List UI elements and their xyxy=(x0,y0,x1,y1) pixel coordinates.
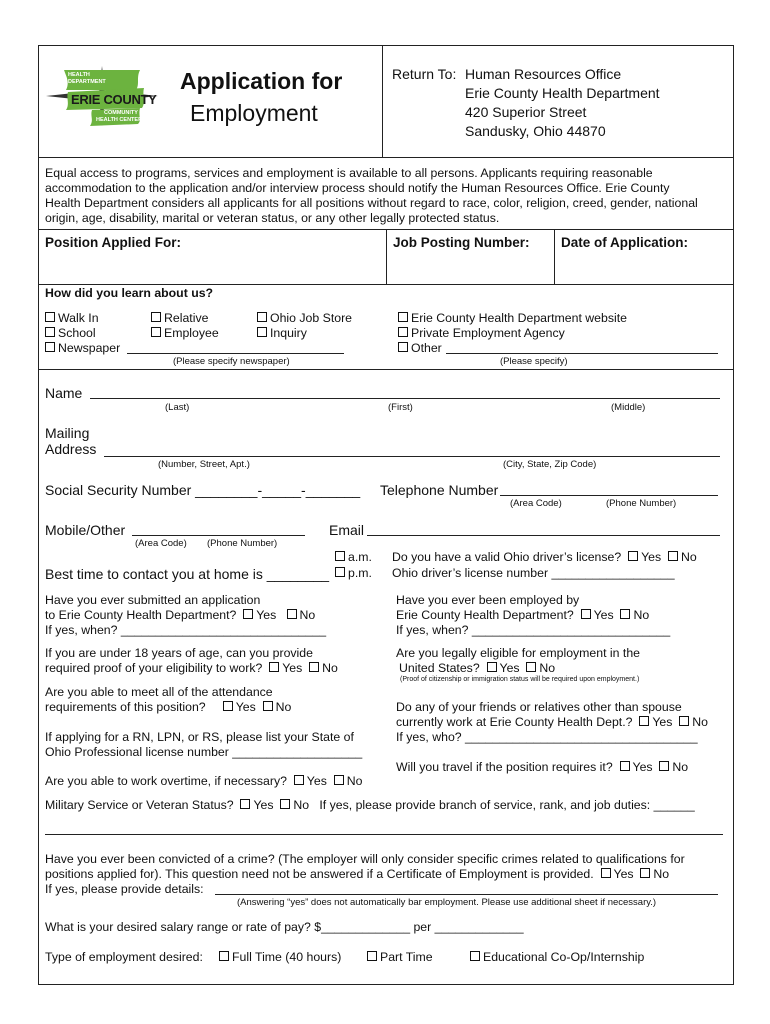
divider xyxy=(38,369,733,370)
intro-line-4: origin, age, disability, marital or veteran status, or any other legally protected status. xyxy=(45,211,500,225)
other-field[interactable] xyxy=(446,353,718,354)
attendance-no-checkbox[interactable] xyxy=(263,701,273,711)
overtime-yes-checkbox[interactable] xyxy=(294,775,304,785)
attendance-line-2: requirements of this position? Yes No xyxy=(45,700,292,714)
crime-yes-checkbox[interactable] xyxy=(601,868,611,878)
return-line-4: Sandusky, Ohio 44870 xyxy=(465,123,606,139)
friends-yes-checkbox[interactable] xyxy=(639,716,649,726)
military-no-checkbox[interactable] xyxy=(280,799,290,809)
crime-no-checkbox[interactable] xyxy=(640,868,650,878)
telephone-field[interactable] xyxy=(500,495,718,496)
inquiry-checkbox[interactable] xyxy=(257,327,267,337)
other-checkbox[interactable] xyxy=(398,342,408,352)
header-divider xyxy=(382,45,383,157)
intro-line-3: Health Department considers all applicants for all positions without regard to race, color, religion, creed, gender, national xyxy=(45,196,698,210)
attendance-yes-checkbox[interactable] xyxy=(223,701,233,711)
name-first-hint: (First) xyxy=(388,402,413,413)
divider xyxy=(38,157,733,158)
coop-checkbox[interactable] xyxy=(470,951,480,961)
job-posting-label[interactable]: Job Posting Number: xyxy=(393,235,530,250)
employed-when-field[interactable]: If yes, when? _____________________________ xyxy=(396,623,671,637)
address-city-hint: (City, State, Zip Code) xyxy=(503,459,597,470)
divider xyxy=(386,229,387,284)
submitted-line-1: Have you ever submitted an application xyxy=(45,593,261,607)
drivers-yes-checkbox[interactable] xyxy=(628,551,638,561)
name-field[interactable] xyxy=(90,398,720,399)
eligible-yes-checkbox[interactable] xyxy=(487,662,497,672)
pm-option[interactable]: p.m. xyxy=(335,566,372,580)
crime-note: (Answering “yes” does not automatically bar employment. Please use additional sheet if necessary.) xyxy=(237,897,657,908)
employed-line-2: Erie County Health Department? Yes No xyxy=(396,608,650,622)
under18-no-checkbox[interactable] xyxy=(309,662,319,672)
inquiry-option[interactable]: Inquiry xyxy=(257,326,307,340)
ohio-job-store-option[interactable]: Ohio Job Store xyxy=(257,311,352,325)
walk-in-option[interactable]: Walk In xyxy=(45,311,99,325)
school-option[interactable]: School xyxy=(45,326,96,340)
intro-line-1: Equal access to programs, services and employment is available to all persons. Applicants requiring reasonable xyxy=(45,166,653,180)
employed-yes-checkbox[interactable] xyxy=(581,609,591,619)
other-option[interactable]: Other xyxy=(398,341,442,355)
email-field[interactable] xyxy=(367,535,720,536)
drivers-no-checkbox[interactable] xyxy=(668,551,678,561)
mobile-area-hint: (Area Code) xyxy=(135,538,187,549)
crime-line-2: positions applied for). This question need not be answered if a Certificate of Employment is provided. Yes No xyxy=(45,867,670,881)
title-line-1: Application for xyxy=(180,68,343,94)
newspaper-field[interactable] xyxy=(127,353,344,354)
submitted-no-checkbox[interactable] xyxy=(287,609,297,619)
friends-no-checkbox[interactable] xyxy=(679,716,689,726)
website-checkbox[interactable] xyxy=(398,312,408,322)
friends-line-2: currently work at Erie County Health Dept.? Yes No xyxy=(396,715,708,729)
name-middle-hint: (Middle) xyxy=(611,402,646,413)
nursing-line-1: If applying for a RN, LPN, or RS, please list your State of xyxy=(45,730,354,744)
employed-no-checkbox[interactable] xyxy=(620,609,630,619)
salary-field[interactable]: What is your desired salary range or rate of pay? $_____________ per _____________ xyxy=(45,920,524,934)
telephone-label: Telephone Number xyxy=(380,482,499,498)
mobile-phone-hint: (Phone Number) xyxy=(207,538,278,549)
best-time-field[interactable]: Best time to contact you at home is ________ xyxy=(45,566,330,582)
mobile-field[interactable] xyxy=(132,535,305,536)
military-details-field[interactable] xyxy=(45,834,723,835)
eligible-note: (Proof of citizenship or immigration status will be required upon employment.) xyxy=(400,676,640,683)
return-line-2: Erie County Health Department xyxy=(465,85,660,101)
employee-option[interactable]: Employee xyxy=(151,326,219,340)
eligible-line-2: United States? Yes No xyxy=(399,661,556,675)
logo-text-1: HEALTH xyxy=(68,72,90,78)
learn-question: How did you learn about us? xyxy=(45,286,214,300)
overtime-question: Are you able to work overtime, if necessary? Yes No xyxy=(45,774,363,788)
walk-in-checkbox[interactable] xyxy=(45,312,55,322)
drivers-license-number-field[interactable]: Ohio driver’s license number __________________ xyxy=(392,566,675,580)
eligible-line-1: Are you legally eligible for employment in the xyxy=(396,646,641,660)
mailing-label: Mailing xyxy=(45,425,90,441)
part-time-option[interactable]: Part Time xyxy=(367,950,433,964)
email-label: Email xyxy=(329,522,365,538)
pm-checkbox[interactable] xyxy=(335,567,345,577)
specify-hint: (Please specify) xyxy=(500,356,568,367)
logo xyxy=(44,64,160,128)
employed-line-1: Have you ever been employed by xyxy=(396,593,580,607)
address-street-hint: (Number, Street, Apt.) xyxy=(158,459,250,470)
friends-who-field[interactable]: If yes, who? __________________________________ xyxy=(396,730,698,744)
under18-yes-checkbox[interactable] xyxy=(269,662,279,672)
newspaper-checkbox[interactable] xyxy=(45,342,55,352)
logo-text-4: HEALTH CENTER xyxy=(96,117,143,123)
license-number-field[interactable]: Ohio Professional license number ___________________ xyxy=(45,745,363,759)
ohio-job-store-checkbox[interactable] xyxy=(257,312,267,322)
coop-option[interactable]: Educational Co-Op/Internship xyxy=(470,950,644,964)
name-label: Name xyxy=(45,385,83,401)
full-time-option[interactable]: Full Time (40 hours) xyxy=(219,950,341,964)
name-last-hint: (Last) xyxy=(165,402,190,413)
attendance-line-1: Are you able to meet all of the attendance xyxy=(45,685,273,699)
employee-checkbox[interactable] xyxy=(151,327,161,337)
friends-line-1: Do any of your friends or relatives other than spouse xyxy=(396,700,682,714)
under18-line-1: If you are under 18 years of age, can you provide xyxy=(45,646,313,660)
logo-text-3: COMMUNITY xyxy=(104,110,138,116)
drivers-license-question: Do you have a valid Ohio driver’s license? Yes No xyxy=(392,550,697,564)
divider xyxy=(554,229,555,284)
full-time-checkbox[interactable] xyxy=(219,951,229,961)
private-agency-option[interactable]: Private Employment Agency xyxy=(398,326,565,340)
am-checkbox[interactable] xyxy=(335,551,345,561)
travel-yes-checkbox[interactable] xyxy=(620,761,630,771)
travel-no-checkbox[interactable] xyxy=(659,761,669,771)
overtime-no-checkbox[interactable] xyxy=(334,775,344,785)
employment-type-label: Type of employment desired: xyxy=(45,950,203,964)
specify-newspaper-hint: (Please specify newspaper) xyxy=(173,356,290,367)
address-label: Address xyxy=(45,441,97,457)
ssn-field[interactable]: Social Security Number ________-_____-_______ xyxy=(45,482,361,498)
eligible-no-checkbox[interactable] xyxy=(526,662,536,672)
position-applied-label[interactable]: Position Applied For: xyxy=(45,235,181,250)
crime-details-label: If yes, please provide details: xyxy=(45,882,204,896)
crime-line-1: Have you ever been convicted of a crime? (The employer will only consider specific crimes related to qualifications for xyxy=(45,852,685,866)
return-line-3: 420 Superior Street xyxy=(465,104,587,120)
military-yes-checkbox[interactable] xyxy=(240,799,250,809)
return-label: Return To: xyxy=(392,66,457,82)
logo-main: ERIE COUNTY xyxy=(71,92,157,107)
mobile-label: Mobile/Other xyxy=(45,522,126,538)
return-line-1: Human Resources Office xyxy=(465,66,622,82)
date-of-application-label[interactable]: Date of Application: xyxy=(561,235,688,250)
logo-text-2: DEPARTMENT xyxy=(68,79,106,85)
under18-line-2: required proof of your eligibility to work? Yes No xyxy=(45,661,338,675)
travel-question: Will you travel if the position requires it? Yes No xyxy=(396,760,689,774)
website-option[interactable]: Erie County Health Department website xyxy=(398,311,627,325)
crime-details-field[interactable] xyxy=(215,894,718,895)
divider xyxy=(38,284,733,285)
relative-option[interactable]: Relative xyxy=(151,311,208,325)
address-field[interactable] xyxy=(104,456,720,457)
relative-checkbox[interactable] xyxy=(151,312,161,322)
am-option[interactable]: a.m. xyxy=(335,550,372,564)
intro-line-2: accommodation to the application and/or interview process should notify the Human Resources Office. Erie County xyxy=(45,181,670,195)
part-time-checkbox[interactable] xyxy=(367,951,377,961)
submitted-when-field[interactable]: If yes, when? ______________________________ xyxy=(45,623,327,637)
submitted-yes-checkbox[interactable] xyxy=(243,609,253,619)
school-checkbox[interactable] xyxy=(45,327,55,337)
telephone-phone-hint: (Phone Number) xyxy=(606,498,677,509)
telephone-area-hint: (Area Code) xyxy=(510,498,562,509)
title-line-2: Employment xyxy=(190,100,318,126)
private-agency-checkbox[interactable] xyxy=(398,327,408,337)
military-question: Military Service or Veteran Status? Yes No If yes, please provide branch of service, rank, and job duties: ______ xyxy=(45,798,695,812)
submitted-line-2: to Erie County Health Department? Yes No xyxy=(45,608,316,622)
newspaper-option[interactable]: Newspaper xyxy=(45,341,120,355)
